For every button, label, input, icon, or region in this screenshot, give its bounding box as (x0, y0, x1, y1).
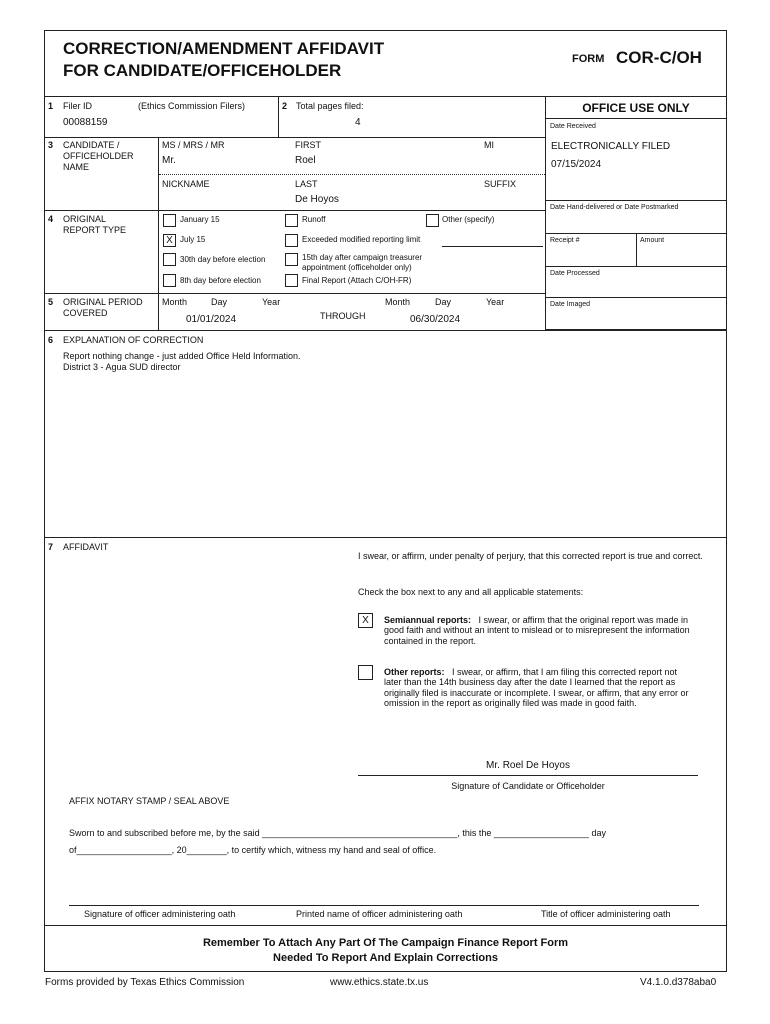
from-day-label: Day (211, 297, 228, 307)
notary-stamp-label: AFFIX NOTARY STAMP / SEAL ABOVE (69, 796, 230, 806)
semiannual-checkbox[interactable]: X (358, 613, 373, 628)
affidavit-check: Check the box next to any and all applicable statements: (358, 587, 584, 597)
amount-label: Amount (640, 237, 665, 244)
section2-num: 2 (282, 101, 288, 111)
exceeded-label: Exceeded modified reporting limit (302, 235, 421, 244)
footer-url[interactable]: www.ethics.state.tx.us (330, 977, 429, 988)
day15-label-1: 15th day after campaign treasurer (302, 253, 423, 262)
day15-checkbox[interactable] (285, 253, 298, 266)
semiannual-body: I swear, or affirm that the original report was made in good faith and without an intent to mislead or to misrepresent the information contained in the report. (384, 615, 690, 646)
other-reports-body: I swear, or affirm, that I am filing this corrected report not later than the 14th business day after the date I learned that the report as originally filed is inaccurate or incomplete. I swear, or affirm, that any error or omission in the report as originally filed was made in good faith. (384, 667, 689, 709)
form-title-line1: CORRECTION/AMENDMENT AFFIDAVIT (63, 39, 385, 58)
day30-label: 30th day before election (180, 255, 266, 264)
signer-name: Mr. Roel De Hoyos (486, 760, 570, 771)
first-name-value: Roel (295, 155, 316, 166)
jan15-checkbox[interactable] (163, 214, 176, 227)
sworn-line2: of___________________, 20________, to certify which, witness my hand and seal of office. (69, 845, 437, 855)
last-name-value: De Hoyos (295, 194, 339, 205)
filer-id-note: (Ethics Commission Filers) (138, 101, 246, 111)
day30-checkbox[interactable] (163, 253, 176, 266)
candidate-label-1: CANDIDATE / (63, 140, 120, 150)
affidavit-swear: I swear, or affirm, under penalty of perjury, that this corrected report is true and correct. (358, 551, 703, 561)
office-use-title: OFFICE USE ONLY (582, 101, 690, 115)
report-type-label-1: ORIGINAL (63, 214, 107, 224)
last-name-label: LAST (295, 179, 318, 189)
day8-label: 8th day before election (180, 276, 261, 285)
runoff-checkbox[interactable] (285, 214, 298, 227)
from-year-label: Year (262, 297, 281, 307)
prefix-label: MS / MRS / MR (162, 140, 225, 150)
affidavit-label: AFFIDAVIT (63, 542, 109, 552)
reminder-line1: Remember To Attach Any Part Of The Campaign Finance Report Form (202, 937, 569, 949)
semiannual-text (384, 615, 690, 646)
date-processed-label: Date Processed (550, 270, 600, 277)
report-type-label-2: REPORT TYPE (63, 225, 127, 235)
office-use-box (545, 96, 727, 330)
footer-version: V4.1.0.d378aba0 (640, 977, 717, 988)
period-label-1: ORIGINAL PERIOD (63, 297, 143, 307)
other-reports-title: Other reports: (384, 667, 445, 677)
day15-label-2: appointment (officeholder only) (302, 263, 412, 272)
section4-num: 4 (48, 214, 54, 224)
reminder-line2: Needed To Report And Explain Corrections (273, 952, 498, 964)
filer-id-value: 00088159 (63, 117, 108, 128)
form-word: FORM (572, 53, 605, 65)
runoff-label: Runoff (302, 215, 326, 224)
final-checkbox[interactable] (285, 274, 298, 287)
date-received-label: Date Received (550, 123, 596, 130)
final-label: Final Report (Attach C/OH-FR) (302, 276, 412, 285)
section1-num: 1 (48, 101, 54, 111)
filer-id-label: Filer ID (63, 101, 92, 111)
date-imaged-label: Date Imaged (550, 301, 591, 308)
section3-num: 3 (48, 140, 54, 150)
nickname-label: NICKNAME (162, 179, 210, 189)
other-reports-checkbox[interactable] (358, 665, 373, 680)
period-from-value: 01/01/2024 (186, 314, 237, 325)
from-month-label: Month (162, 297, 188, 307)
sworn-line1: Sworn to and subscribed before me, by the said _______________________________________, this the ___________________ day (69, 828, 606, 838)
total-pages-value: 4 (355, 117, 361, 128)
mi-label: MI (484, 140, 494, 150)
prefix-value: Mr. (162, 155, 176, 166)
officer-title-label: Title of officer administering oath (541, 909, 671, 919)
jan15-label: January 15 (180, 215, 220, 224)
form-code: COR-C/OH (616, 48, 702, 67)
explanation-line2: District 3 - Agua SUD director (63, 362, 181, 372)
to-day-label: Day (435, 297, 452, 307)
section7-num: 7 (48, 542, 54, 552)
electronically-filed: ELECTRONICALLY FILED (551, 141, 671, 152)
officer-signature-label: Signature of officer administering oath (84, 909, 236, 919)
to-month-label: Month (385, 297, 411, 307)
section6-num: 6 (48, 335, 54, 345)
explanation-line1: Report nothing change - just added Office Held Information. (63, 351, 301, 361)
other-specify-line[interactable] (442, 246, 543, 247)
other-checkbox[interactable] (426, 214, 439, 227)
through-label: THROUGH (320, 311, 366, 321)
day8-checkbox[interactable] (163, 274, 176, 287)
receipt-label: Receipt # (550, 237, 580, 244)
candidate-label-3: NAME (63, 162, 90, 172)
other-label: Other (specify) (442, 215, 495, 224)
period-to-value: 06/30/2024 (410, 314, 461, 325)
signature-caption: Signature of Candidate or Officeholder (451, 781, 605, 791)
form-title-line2: FOR CANDIDATE/OFFICEHOLDER (63, 61, 342, 80)
date-hand-label: Date Hand-delivered or Date Postmarked (550, 204, 679, 211)
july15-label: July 15 (180, 235, 206, 244)
first-name-label: FIRST (295, 140, 321, 150)
july15-checkbox[interactable]: X (163, 234, 176, 247)
filed-date: 07/15/2024 (551, 159, 602, 170)
semiannual-title: Semiannual reports: (384, 615, 472, 625)
total-pages-label: Total pages filed: (296, 101, 364, 111)
period-label-2: COVERED (63, 308, 108, 318)
officer-name-label: Printed name of officer administering oath (296, 909, 463, 919)
explanation-label: EXPLANATION OF CORRECTION (63, 335, 204, 345)
exceeded-checkbox[interactable] (285, 234, 298, 247)
footer-provider: Forms provided by Texas Ethics Commission (45, 977, 245, 988)
candidate-label-2: OFFICEHOLDER (63, 151, 134, 161)
other-reports-text (384, 667, 690, 708)
suffix-label: SUFFIX (484, 179, 517, 189)
to-year-label: Year (486, 297, 505, 307)
section5-num: 5 (48, 297, 54, 307)
